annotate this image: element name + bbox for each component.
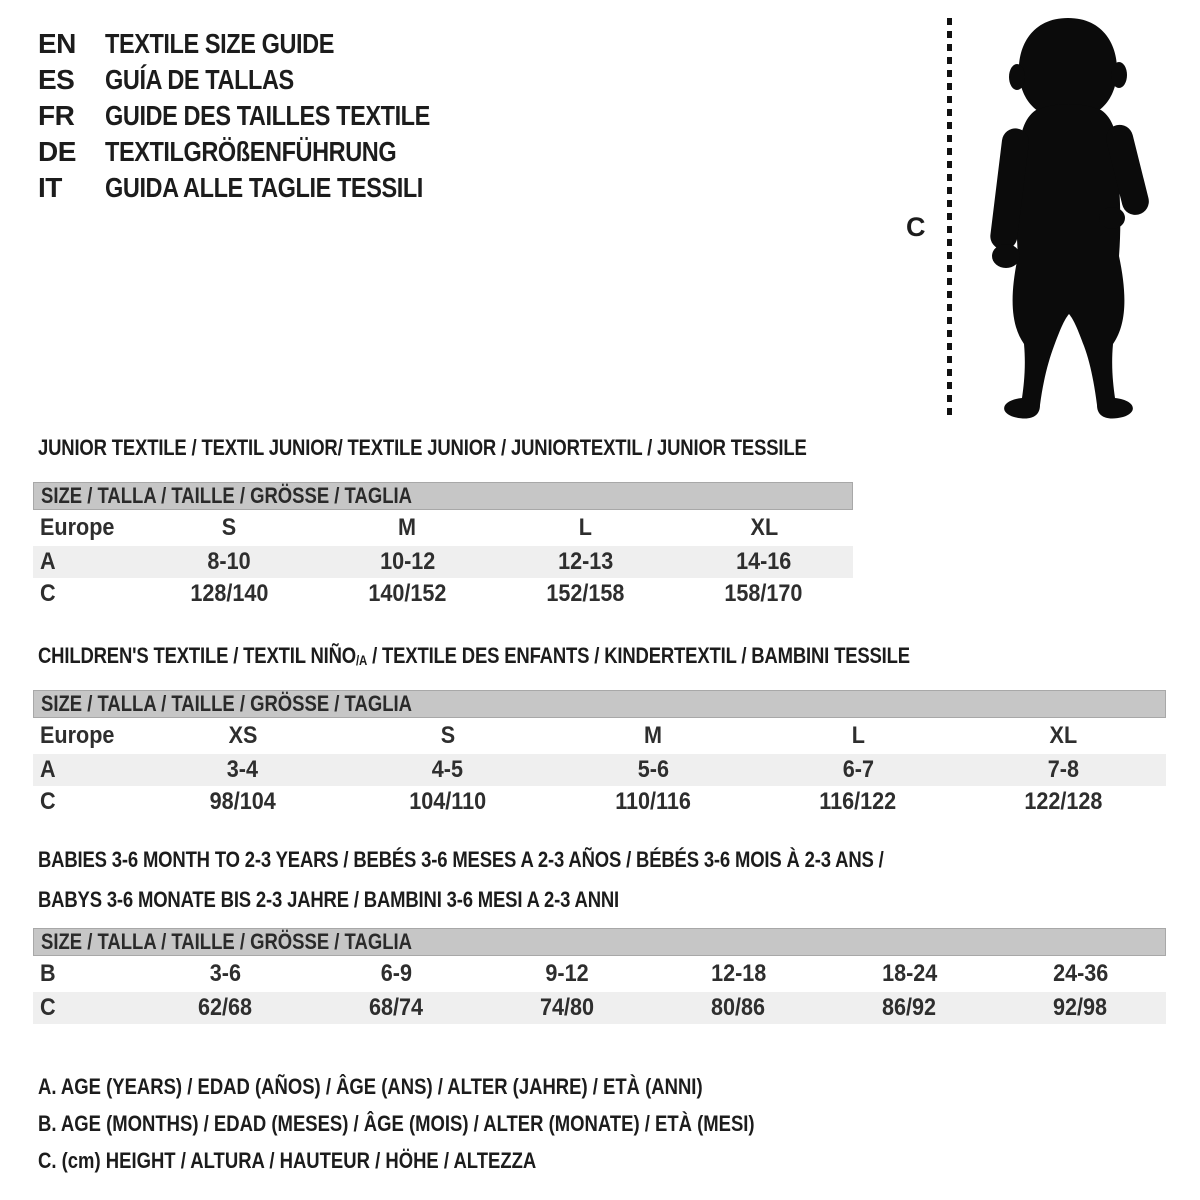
size-cell: 104/110 (409, 788, 487, 815)
size-cell: 9-12 (545, 960, 590, 987)
size-cell: 7-8 (1047, 756, 1080, 783)
size-cell: 110/116 (615, 788, 691, 815)
table-row (33, 992, 1166, 1024)
language-code: IT (38, 172, 62, 203)
table-row (33, 578, 853, 610)
table-row (33, 754, 1166, 786)
size-cell: XL (1049, 722, 1078, 749)
size-header-bar: SIZE / TALLA / TAILLE / GRÖSSE / TAGLIA (33, 482, 853, 510)
table-row (33, 956, 1166, 992)
size-cell: XL (750, 514, 778, 541)
size-cell: 92/98 (1053, 994, 1108, 1021)
height-measure-label: C (906, 212, 926, 242)
language-code: FR (38, 100, 75, 131)
size-cell: 128/140 (190, 580, 269, 607)
language-code: DE (38, 136, 76, 167)
row-label: A (40, 548, 56, 575)
children-title-sub: /A (355, 653, 368, 668)
language-title: GUÍA DE TALLAS (105, 64, 294, 95)
size-cell: 6-9 (380, 960, 413, 987)
babies-title-line2: BABYS 3-6 MONATE BIS 2-3 JAHRE / BAMBINI 3-6 MESI A 2-3 ANNI (38, 887, 620, 912)
language-list (38, 26, 492, 206)
language-title: TEXTILGRÖßENFÜHRUNG (105, 136, 397, 167)
legend (38, 1068, 891, 1179)
children-title-main: CHILDREN'S TEXTILE / TEXTIL NIÑO (38, 643, 356, 668)
row-label: Europe (40, 514, 115, 541)
legend-line-b: B. AGE (MONTHS) / EDAD (MESES) / ÂGE (MOIS) / ALTER (MONATE) / ETÀ (MESI) (38, 1110, 755, 1136)
size-cell: 14-16 (736, 548, 792, 575)
size-cell: 12-13 (557, 548, 614, 575)
size-cell: L (579, 514, 593, 541)
table-row (33, 546, 853, 578)
babies-title-line1: BABIES 3-6 MONTH TO 2-3 YEARS / BEBÉS 3-6 MESES A 2-3 AÑOS / BÉBÉS 3-6 MOIS À 2-3 ANS / (38, 847, 884, 872)
row-label: C (40, 580, 56, 607)
size-cell: 68/74 (369, 994, 424, 1021)
row-label: C (40, 788, 56, 815)
size-cell: 158/170 (724, 580, 803, 607)
size-cell: 86/92 (882, 994, 937, 1021)
table-row (33, 718, 1166, 754)
size-cell: 152/158 (546, 580, 625, 607)
language-title: GUIDE DES TAILLES TEXTILE (105, 100, 430, 131)
size-cell: M (644, 722, 662, 749)
row-label: Europe (40, 722, 115, 749)
size-cell: 62/68 (198, 994, 253, 1021)
junior-size-table (33, 482, 853, 610)
size-cell: 12-18 (710, 960, 767, 987)
size-cell: 24-36 (1052, 960, 1109, 987)
language-code: EN (38, 28, 76, 59)
language-row (38, 62, 492, 98)
size-cell: 3-6 (209, 960, 242, 987)
junior-section-title: JUNIOR TEXTILE / TEXTIL JUNIOR/ TEXTILE JUNIOR / JUNIORTEXTIL / JUNIOR TESSILE (38, 435, 807, 460)
language-row (38, 98, 492, 134)
height-measure-line (947, 18, 952, 416)
size-cell: 6-7 (842, 756, 874, 783)
size-cell: 140/152 (368, 580, 447, 607)
size-cell: XS (228, 722, 258, 749)
row-label: B (40, 960, 56, 987)
language-row (38, 170, 492, 206)
size-cell: 18-24 (881, 960, 938, 987)
children-title-rest: / TEXTILE DES ENFANTS / KINDERTEXTIL / BAMBINI TESSILE (367, 643, 910, 668)
legend-line-c: C. (cm) HEIGHT / ALTURA / HAUTEUR / HÖHE / ALTEZZA (38, 1147, 537, 1173)
size-header-bar: SIZE / TALLA / TAILLE / GRÖSSE / TAGLIA (33, 690, 1166, 718)
language-title: GUIDA ALLE TAGLIE TESSILI (105, 172, 423, 203)
size-cell: S (440, 722, 456, 749)
babies-section-title (38, 840, 1045, 920)
size-cell: 74/80 (540, 994, 595, 1021)
language-row (38, 26, 492, 62)
size-header-bar: SIZE / TALLA / TAILLE / GRÖSSE / TAGLIA (33, 928, 1166, 956)
size-cell: 80/86 (711, 994, 766, 1021)
size-cell: 5-6 (637, 756, 669, 783)
size-cell: 3-4 (226, 756, 259, 783)
size-cell: 8-10 (207, 548, 251, 575)
toddler-silhouette-icon (972, 10, 1167, 422)
table-row (33, 786, 1166, 818)
language-code: ES (38, 64, 75, 95)
children-size-table (33, 690, 1166, 818)
size-cell: 122/128 (1024, 788, 1103, 815)
legend-line-a: A. AGE (YEARS) / EDAD (AÑOS) / ÂGE (ANS) / ALTER (JAHRE) / ETÀ (ANNI) (38, 1073, 703, 1099)
size-cell: 4-5 (432, 756, 464, 783)
size-cell: 116/122 (819, 788, 897, 815)
row-label: A (40, 756, 56, 783)
children-section-title (38, 636, 1076, 681)
size-cell: M (398, 514, 417, 541)
size-cell: S (221, 514, 237, 541)
babies-size-table (33, 928, 1166, 1024)
table-row (33, 510, 853, 546)
language-row (38, 134, 492, 170)
language-title: TEXTILE SIZE GUIDE (105, 28, 334, 59)
size-cell: L (851, 722, 865, 749)
size-cell: 10-12 (379, 548, 435, 575)
size-cell: 98/104 (209, 788, 276, 815)
row-label: C (40, 994, 56, 1021)
